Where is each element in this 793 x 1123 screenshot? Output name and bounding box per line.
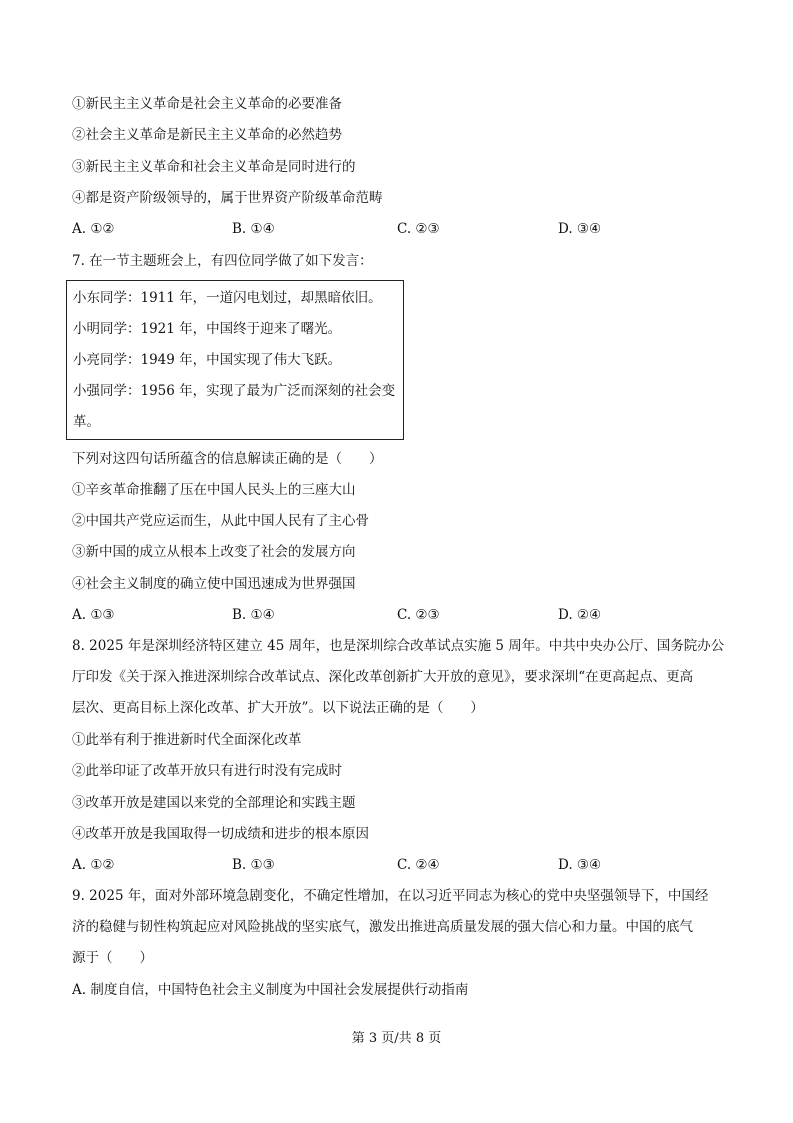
q8-option-b[interactable]: B. ①③: [232, 857, 275, 873]
q7-option-c[interactable]: C. ②③: [397, 607, 440, 623]
q6-item-3: ③新民主主义革命和社会主义革命是同时进行的: [72, 159, 356, 175]
q8-stem-line-2: 厅印发《关于深入推进深圳综合改革试点、深化改革创新扩大开放的意见》，要求深圳“在更高起点、更高: [72, 669, 694, 685]
q7-box-line-1: 小东同学：1911 年，一道闪电划过，却黑暗依旧。: [73, 290, 382, 306]
q7-option-b[interactable]: B. ①④: [232, 607, 275, 623]
q9-stem-line-3: 源于（ ）: [72, 950, 153, 966]
q9-option-a[interactable]: A. 制度自信，中国特色社会主义制度为中国社会发展提供行动指南: [72, 982, 469, 998]
q6-item-4: ④都是资产阶级领导的，属于世界资产阶级革命范畴: [72, 190, 383, 206]
q8-item-3: ③改革开放是建国以来党的全部理论和实践主题: [72, 795, 356, 811]
q6-item-2: ②社会主义革命是新民主主义革命的必然趋势: [72, 127, 342, 143]
q6-options: [72, 220, 732, 238]
q7-item-3: ③新中国的成立从根本上改变了社会的发展方向: [72, 544, 356, 560]
page-number-footer: 第 3 页/共 8 页: [351, 1031, 442, 1046]
q7-box-line-2: 小明同学：1921 年，中国终于迎来了曙光。: [73, 321, 342, 337]
q6-item-1: ①新民主主义革命是社会主义革命的必要准备: [72, 96, 342, 112]
q8-option-c[interactable]: C. ②④: [397, 857, 440, 873]
q8-options: [72, 856, 732, 874]
q8-stem-line-1: 8. 2025 年是深圳经济特区建立 45 周年，也是深圳综合改革试点实施 5 周年。中共中央办公厅、国务院办公: [72, 638, 725, 654]
q7-item-2: ②中国共产党应运而生，从此中国人民有了主心骨: [72, 513, 369, 529]
q8-option-d[interactable]: D. ③④: [558, 857, 602, 873]
q9-stem-line-2: 济的稳健与韧性构筑起应对风险挑战的坚实底气，激发出推进高质量发展的强大信心和力量。中国的底气: [72, 919, 693, 935]
q7-box-line-5: 革。: [73, 414, 100, 430]
q7-options: [72, 606, 732, 624]
q8-option-a[interactable]: A. ①②: [72, 857, 115, 873]
q6-option-b[interactable]: B. ①④: [232, 221, 275, 237]
q7-option-d[interactable]: D. ②④: [558, 607, 602, 623]
q8-item-2: ②此举印证了改革开放只有进行时没有完成时: [72, 763, 342, 779]
q7-question: 下列对这四句话所蕴含的信息解读正确的是（ ）: [72, 451, 383, 467]
q8-item-1: ①此举有利于推进新时代全面深化改革: [72, 732, 302, 748]
q7-item-1: ①辛亥革命推翻了压在中国人民头上的三座大山: [72, 482, 356, 498]
q8-stem-line-3: 层次、更高目标上深化改革、扩大开放”。以下说法正确的是（ ）: [72, 700, 484, 716]
q7-item-4: ④社会主义制度的确立使中国迅速成为世界强国: [72, 576, 356, 592]
q6-option-a[interactable]: A. ①②: [72, 221, 115, 237]
q7-quote-box: [66, 280, 404, 440]
q7-option-a[interactable]: A. ①③: [72, 607, 115, 623]
q9-stem-line-1: 9. 2025 年，面对外部环境急剧变化，不确定性增加，在以习近平同志为核心的党中央坚强领导下，中国经: [72, 888, 709, 904]
q7-box-line-3: 小亮同学：1949 年，中国实现了伟大飞跃。: [73, 352, 342, 368]
q6-option-d[interactable]: D. ③④: [558, 221, 602, 237]
q8-item-4: ④改革开放是我国取得一切成绩和进步的根本原因: [72, 826, 369, 842]
q6-option-c[interactable]: C. ②③: [397, 221, 440, 237]
q7-box-line-4: 小强同学：1956 年，实现了最为广泛而深刻的社会变: [73, 383, 396, 399]
q7-stem: 7. 在一节主题班会上，有四位同学做了如下发言：: [72, 253, 373, 269]
